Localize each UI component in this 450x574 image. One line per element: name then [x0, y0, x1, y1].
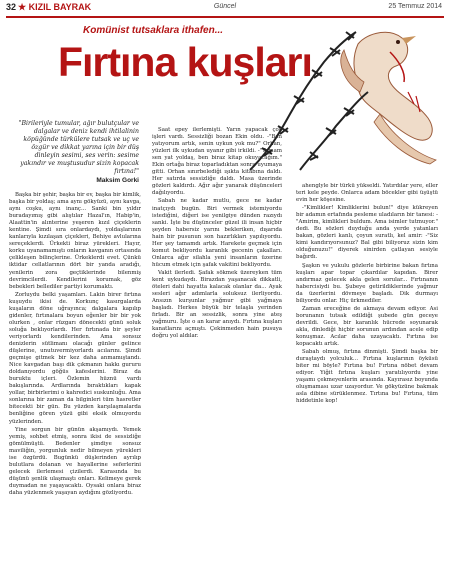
paper-name: KIZIL BAYRAK	[28, 2, 92, 12]
paragraph: Başka bir şehir, başka bir ev, başka bir kimlik, başka bir yoldaş; ama aynı gökyüzü, aynı kavga, aynı coşku, aynı inanç... Sanki bin yıldır buradayımış gibi alıştılar Hazal'ın, Habip'in, Alaattin'in alınterine yeşeren kızıl çiçeklerin kentine. Şimdi sıra onlardaydı, yoldaşlarının kanlarıyla kızılaşan çiçekleri, Behiye avlularına sereçeklerdi. Ürkekti biraz yürekleri. Hayır, korku uyanamamıştı onların kavganın ortasında çelikleşen bilinçlerine. Ürkeklerdi evet. Çünkü iktidar cellatlarının dört bir yanda aradığı, yenilerin zora geçtiklerinde bilenmiş devrimcilerdi. Kendilerini korumak, göz bebekleri bellediler partiyi korumaktı.	[9, 192, 141, 290]
paragraph: Zorluydu belki yaşamları. Lakin birer fırtına kuşuydu ikisi de. Korkunç kasırgalarda kuşaların döne uğrayınca; dalgalara kapılıp gidenler, fırtınalara boyun eğenler bir bir yok olurken , onlar rüzgarı dönecekti günü soluk soluğa beklıyorlardı. Her fırtınada bir şeyler veriyorlardı kendilerinden. Ama sonsuz denizlerin sütlimanı olacağı günler gelince düşlerine, unutuvermiyorlardı acılarını. Şimdi geçmişe gitmek bir kez daha anmamıştandı. Nice kavgadan başı dik çıkmanın hakkı gururu doldanıyordu göğüs kafeslerini. Biraz da buruktu içleri. Özlemin hüznü vardı bakışlarında. Ardlarında bıraktıkları kapak yollar, birbirlerimi o kahredici suskunluğu. Ama sonlarına bir zaman da bilginleri tüm hasretler bitecekti bir gün. Bu yüzden karşılaşmalarda benliğine gören yüzü gibi eksik olmuyordu yüzlerinden.	[9, 291, 141, 425]
paragraph: Yine sorgun bir günün akşamıydı. Yemek yemiş, sohbet etmiş, sonra ikisi de sessizliğe gömülmüştü. Bedenler şimdiye sonsuz maviliğin, yorgunluk nedir bilmeyen yürekleri ise özgürdü. Bugünkü düşlerinden ayrılıp bulutlara dolanan ve hayallerine seferlerini gelecek ilerlemesi çizilerdi. Karasında bu düşünü şenlik ulaşmaştı onları. Kelimeye gerek duymadan ne yaşayacaktı. Oysaki onlara biraz daha yüzlenmek yaşayan aydığını gözliyordu.	[9, 426, 141, 496]
paragraph: Vakit ilerledi. Şafak sökmek üzereyken tüm kent uykudaydı. Birazdan yaşanacak dikkatli, öteleri dahi hayatta kalacak olanlar da... Ayak sesleri ağır adımlarla soluksuz ilerliyordu. Ansızın kurşunlar yağmur gibi yağmaya başladı. Herkes büyük bir telaşla yerinden fırladı. Bir an sessizlik, sonra yine ateş yağmuru. İşte o an karar anıydı. Fırtına kuşları kanatlarını açmıştı. Çekinmeden hain pusuya doğru yol aldılar.	[152, 269, 282, 340]
article-column-1	[9, 192, 141, 498]
paragraph: -"Kimlikler! Kimliklerini bulun!" diye kükreyen bir adamın ertafında pesleme uladıların bir tanesi: - "Amirim, kimlikleri buldum. Ama isimler tutmuyor." dedi. Bu sözleri duyduğu anda yerde yatanları bakan, gözleri kanlı, çoyun suratlı, kel amir: -"Siz kimi kandırıyorsunuz? Bal gibi biliyoruz sizin kim olduğunuzu!" diyerek sinirden çatlayan sesiyle bağırdı.	[296, 205, 438, 261]
paragraph: ahenglyle bir türkü yükseldi. Yatırdılar yere, eller teri kele peyde. Onlarca adam böcekler gibi üşüştü evin her köşesine.	[296, 183, 438, 204]
article-column-3	[296, 183, 438, 406]
header-rule	[6, 16, 444, 18]
quote-author: Maksim Gorki	[96, 177, 139, 184]
article-kicker: Komünist tutsaklara ithafen...	[83, 25, 224, 36]
paragraph: Sabah ne kadar mutlu, gece ne kadar inatçıydı bugün. Biri vermek istemiyordu istediğini, diğeri ise yenilgiye dünden razıydı sanki. İşte bu düşünceler güzel ili insan hiçbir şeyden habersiz yarını bekleriken, dışarıda hain bir pusunun son hazırlıkları yapılıyordu. Her şey tamamdı artık. Harekete geçmek için komut bekliyordu karanlık gecenin çakalları. Onlarca ağır silahla yeni insanların üzerine hücum etmek için şafak vakitini bekliyordu.	[152, 198, 282, 268]
section-name: Güncel	[213, 3, 237, 10]
quote-text: "Birileriyle tumular, ağır bulutçular ve dalgalar ve deniz kendi ihtilalinin köpüğünde türkülere tutsak ve uç ve özgür ve dikkat yarına için bir düş dinleyin sesimi, ses verin: sesime yakındır ve muştusudur sizin kopacak fırtına!"	[18, 120, 139, 175]
paragraph: Zaman ereceğine de akmaya devam ediyor. Asi borunanın tutsak edildiği şubede gün geceye devrildi. Gece, bir karanlık hücrede soyunarak akla, dinlediği hiçbir sorunun ardından acele edip konuşmaz. Acılar daha uzayacaktı. Fırtına ise kopacaktı artık.	[296, 305, 438, 348]
paragraph: Saat epey ilerlemişti. Yarın yapacak çok işleri vardı. Sessizliği bozan Ekin oldu. -"Ben yatıyorum artık, senin uykun yok mu?" Orhan, yüzleri ilk uykudan uyanır gibi irkildi. -"Tamam sen yat yoldaş, ben biraz kitap okuyacağım." Ekin ortağa biraz toparladıktan sonra uyumaya gitti. Orhan sınırbelediği ışıkta kitabına daldı. Her satırda sessizliğe daldı. Masa üzerinde gözleri kaldırdı. Ağır ağır yanarak düşünceleri dağılıyordu.	[152, 127, 282, 197]
issue-date: 25 Temmuz 2014	[388, 3, 442, 10]
page-header	[0, 0, 450, 16]
bird-icon	[341, 32, 436, 164]
page-number: 32	[6, 2, 17, 12]
star-icon: ★	[18, 2, 27, 12]
epigraph-quote	[14, 120, 139, 185]
paragraph: Şaşkın ve yukulu gözlerle birbirine bakan fırtına kuşları apar topar çıkardılar kapıdan. Birer andırmaz gelecek akla gelen sorular... Fırtınanın habercisiydi bu. Şubeye getirildiklerinde yağmur da üzerlerini dövmeye başladı. Dik durmayı biliyordu onlar. Hiç ürkmediler.	[296, 262, 438, 304]
article-title: Fırtına kuşları	[58, 39, 312, 85]
paragraph: Sabah olmuş, fırtına dinmişti. Şimdi başka bir duraştaydı yolculuk... Fırtına kuşlarının öyküsü biter mi böyle? Fırtına bu! Fırtına nöbet devam ediyor. Yiğit fırtına kuşları yaratılıyordu yine yaşamı çekmeyenlerin arasında. Kayırasız boyunda oluşmaması uzar uzayordur. Ve gökyüzüne bakmak asla dibine sürüklenmez. Tırtına bu! Fırtına, tüm hiddetinle kop!	[296, 349, 438, 405]
article-column-2	[152, 127, 282, 341]
